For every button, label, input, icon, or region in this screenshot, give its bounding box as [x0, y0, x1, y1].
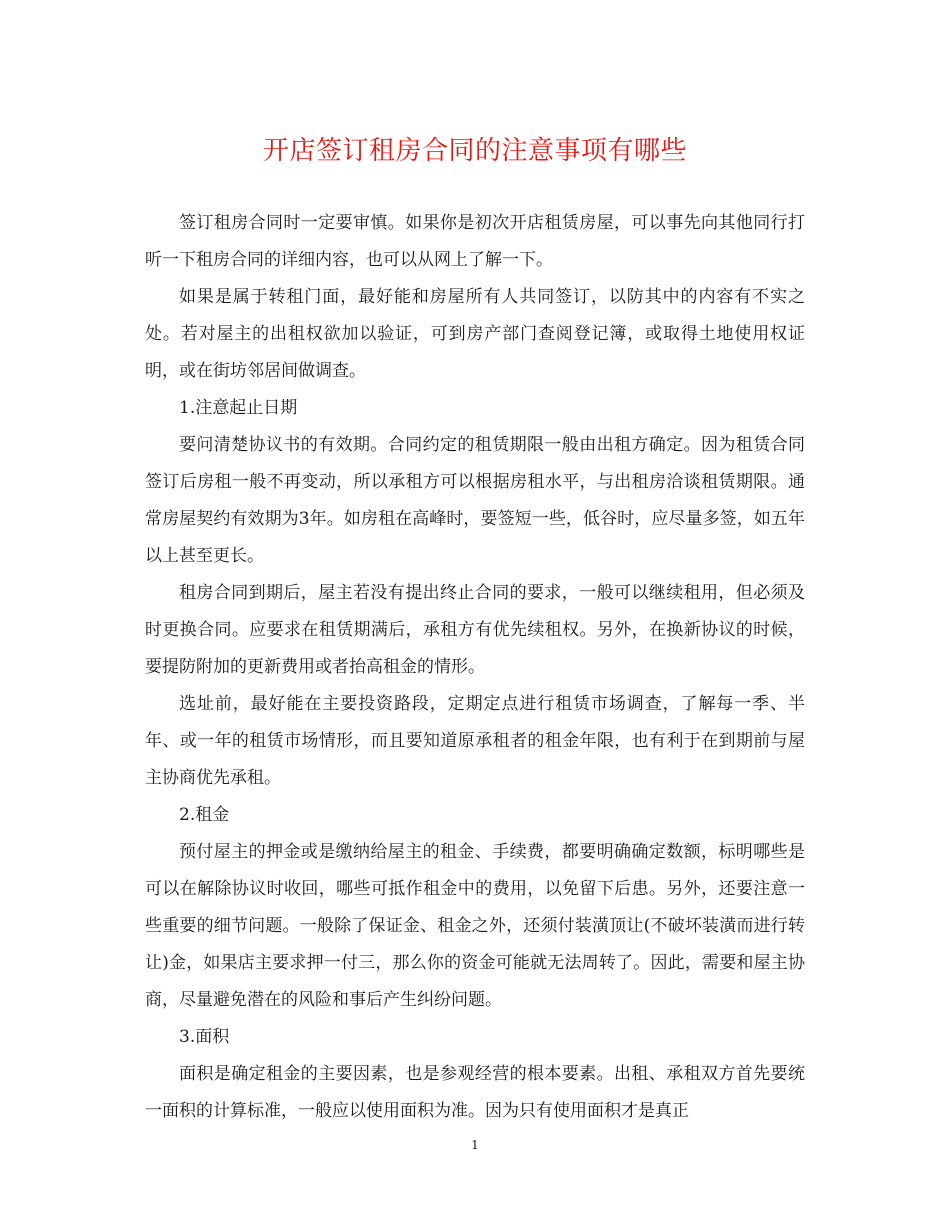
- document-body: [145, 205, 805, 1130]
- paragraph: 选址前，最好能在主要投资路段，定期定点进行租赁市场调查，了解每一季、半年、或一年的租赁市场情形，而且要知道原承租者的租金年限，也有利于在到期前与屋主协商优先承租。: [145, 694, 805, 788]
- page-title: 开店签订租房合同的注意事项有哪些: [262, 136, 687, 166]
- section-heading: 3.面积: [179, 1027, 230, 1047]
- section-heading: 1.注意起止日期: [179, 398, 298, 418]
- paragraph: 面积是确定租金的主要因素，也是参观经营的根本要素。出租、承租双方首先要统一面积的计算标准，一般应以使用面积为准。因为只有使用面积才是真正: [145, 1064, 805, 1121]
- page-number: 1: [471, 1138, 479, 1152]
- paragraph: 如果是属于转租门面，最好能和房屋所有人共同签订，以防其中的内容有不实之处。若对屋主的出租权欲加以验证，可到房产部门查阅登记簿，或取得土地使用权证明，或在街坊邻居间做调查。: [145, 287, 805, 381]
- paragraph: 租房合同到期后，屋主若没有提出终止合同的要求，一般可以继续租用，但必须及时更换合同。应要求在租赁期满后，承租方有优先续租权。另外，在换新协议的时候，要提防附加的更新费用或者抬高租金的情形。: [145, 583, 805, 677]
- paragraph: 预付屋主的押金或是缴纳给屋主的租金、手续费，都要明确确定数额，标明哪些是可以在解除协议时收回，哪些可抵作租金中的费用，以免留下后患。另外，还要注意一些重要的细节问题。一般除了保证金、租金之外，还须付装潢顶让(不破坏装潢而进行转让)金，如果店主要求押一付三，那么你的资金可能就无法周转了。因此，需要和屋主协商，尽量避免潜在的风险和事后产生纠纷问题。: [145, 842, 805, 1010]
- paragraph: 签订租房合同时一定要审慎。如果你是初次开店租赁房屋，可以事先向其他同行打听一下租房合同的详细内容，也可以从网上了解一下。: [145, 213, 805, 270]
- paragraph: 要问清楚协议书的有效期。合同约定的租赁期限一般由出租方确定。因为租赁合同签订后房租一般不再变动，所以承租方可以根据房租水平，与出租房洽谈租赁期限。通常房屋契约有效期为3年。如房租在高峰时，要签短一些，低谷时，应尽量多签，如五年以上甚至更长。: [145, 435, 805, 566]
- section-heading: 2.租金: [179, 805, 230, 825]
